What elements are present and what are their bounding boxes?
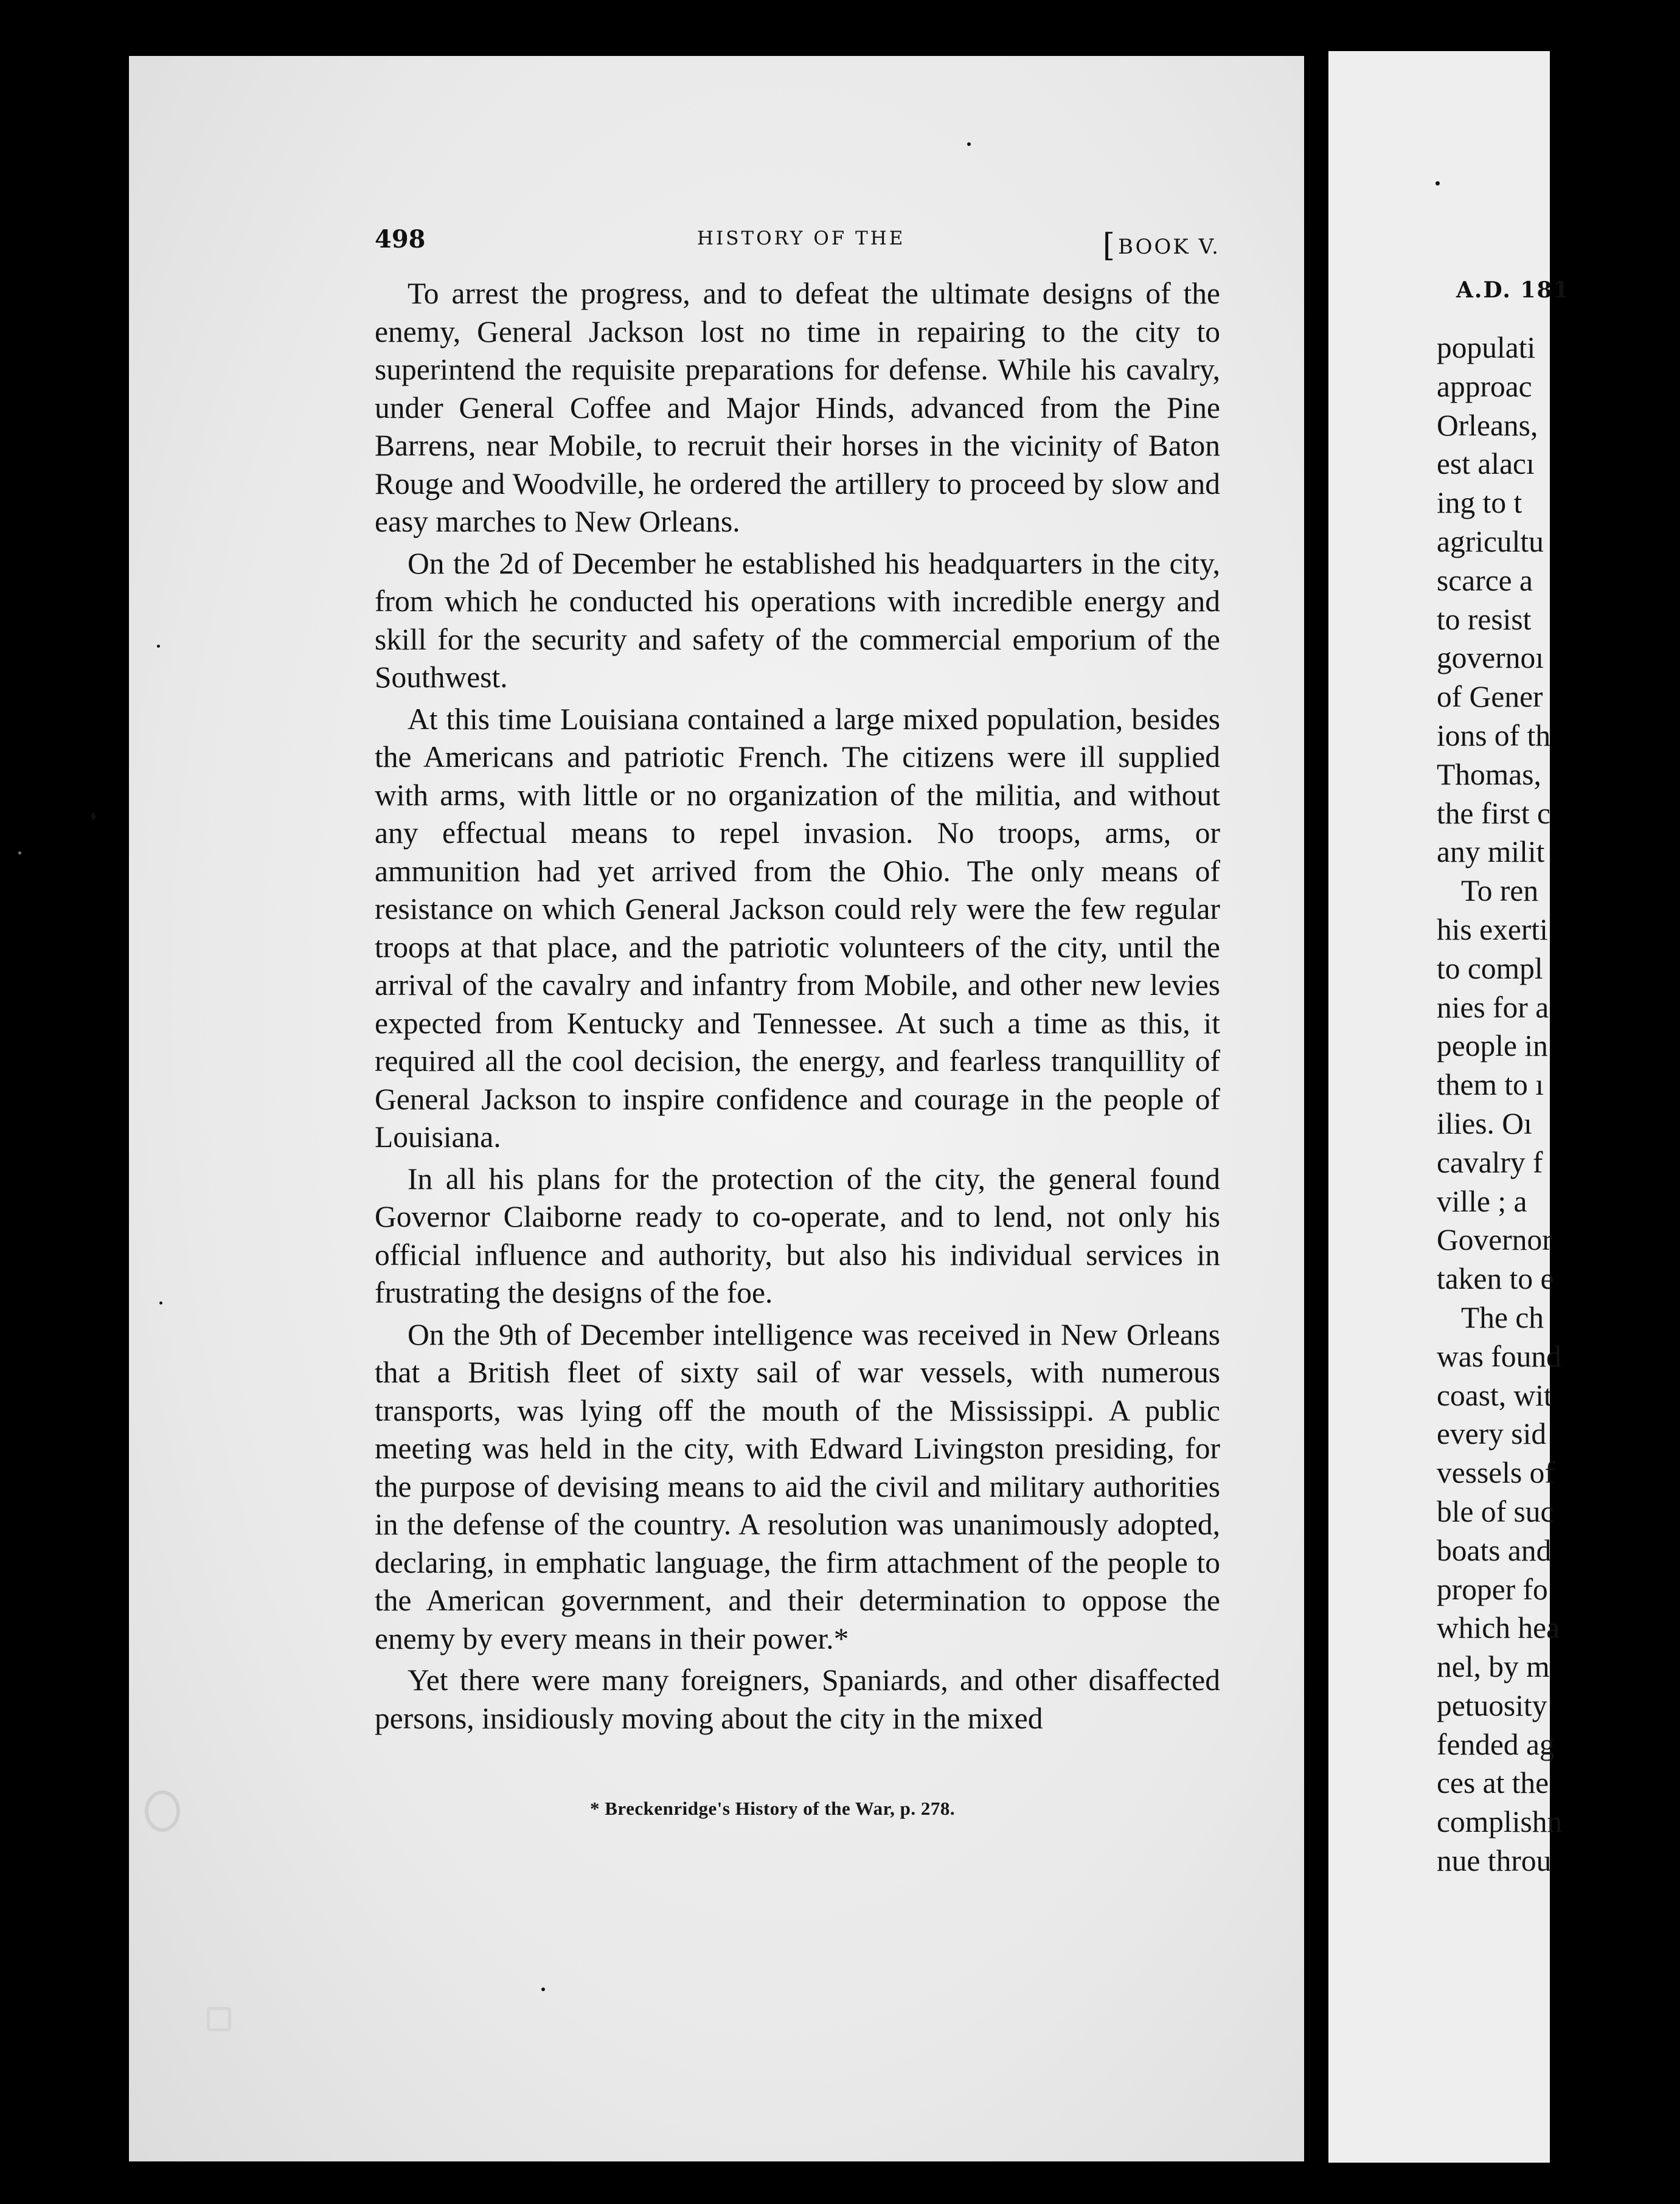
speck <box>1435 181 1440 185</box>
facing-line: of Gener <box>1437 680 1543 714</box>
book-bracket: [ <box>1102 227 1117 264</box>
scan-blot <box>145 1790 180 1832</box>
book-label-text: BOOK V. <box>1118 235 1220 259</box>
facing-line: governoı <box>1437 641 1544 675</box>
facing-line: fended ag <box>1437 1727 1555 1761</box>
facing-line: ville ; a <box>1437 1184 1527 1218</box>
facing-line: his exerti <box>1437 912 1548 946</box>
facing-line: any milit <box>1437 835 1545 869</box>
footnote: * Breckenridge's History of the War, p. 278. <box>590 1798 956 1819</box>
facing-line: est alacı <box>1437 447 1535 481</box>
facing-line: boats and <box>1437 1533 1552 1567</box>
body-text <box>375 275 1220 1738</box>
facing-line: nue throu <box>1437 1844 1552 1878</box>
facing-line: ilies. Oı <box>1437 1106 1532 1140</box>
facing-line: to compl <box>1437 951 1543 985</box>
page-header <box>375 219 1220 262</box>
facing-line: taken to e <box>1437 1262 1554 1296</box>
facing-line: petuosity <box>1437 1688 1547 1722</box>
facing-line: which hea <box>1437 1611 1560 1645</box>
facing-line: coast, wit <box>1437 1378 1552 1412</box>
facing-line: populati <box>1437 331 1536 364</box>
facing-line: people in <box>1437 1029 1548 1063</box>
speck <box>91 813 95 820</box>
facing-page-header: A.D. 181 <box>1456 277 1570 303</box>
speck <box>967 142 971 146</box>
facing-line: the first c <box>1437 796 1550 830</box>
paragraph: In all his plans for the protection of the city, the general found Governor Claiborne ready to co-operate, and to lend, not only his official influence and authority, but also his individual services in frustrating the designs of the foe. <box>375 1162 1220 1309</box>
facing-line: Governor <box>1437 1223 1552 1257</box>
facing-line: vessels of <box>1437 1456 1555 1490</box>
paragraph: At this time Louisiana contained a large mixed population, besides the Americans and patriotic French. The citizens were ill supplied with arms, with little or no organization of the militia, and without any effectual means to repel invasion. No troops, arms, or ammunition had yet arrived from the Ohio. The only means of resistance on which General Jackson could rely were the few regular troops at that place, and the patriotic volunteers of the city, until the arrival of the cavalry and infantry from Mobile, and other new levies expected from Kentucky and Tennessee. At such a time as this, it required all the cool decision, the energy, and fearless tranquillity of General Jackson to inspire confidence and courage in the people of Louisiana. <box>375 702 1220 1154</box>
book-label <box>1103 225 1220 262</box>
facing-line: Thomas, <box>1437 757 1541 791</box>
speck <box>157 645 160 648</box>
facing-line: was found <box>1437 1339 1561 1373</box>
facing-line: The ch <box>1461 1300 1544 1334</box>
facing-line: nies for a <box>1437 990 1549 1024</box>
paragraph: Yet there were many foreigners, Spaniards, and other disaffected persons, insidiously moving about the city in the mixed <box>375 1663 1220 1735</box>
facing-line: proper fo <box>1437 1572 1548 1606</box>
facing-line: To ren <box>1461 874 1539 908</box>
speck <box>541 1987 545 1991</box>
scan-blot <box>207 2007 231 2031</box>
facing-line: ble of suc <box>1437 1494 1554 1528</box>
paragraph: On the 2d of December he established his headquarters in the city, from which he conducted his operations with incredible energy and skill for the security and safety of the commercial emporium of the Southwest. <box>375 546 1220 694</box>
facing-line: approac <box>1437 369 1532 403</box>
facing-line: cavalry f <box>1437 1145 1543 1179</box>
facing-line: scarce a <box>1437 563 1533 597</box>
facing-line: ions of th <box>1437 718 1551 752</box>
facing-line: every sid <box>1437 1417 1547 1451</box>
facing-line: Orleans, <box>1437 408 1538 442</box>
facing-line: ces at the <box>1437 1766 1549 1800</box>
facing-line: ing to t <box>1437 486 1522 520</box>
facing-page-text <box>1437 328 1680 1880</box>
speck <box>18 851 21 854</box>
paragraph: On the 9th of December intelligence was received in New Orleans that a British fleet of sixty sail of war vessels, with numerous transports, was lying off the mouth of the Mississippi. A public meeting was held in the city, with Edward Livingston presiding, for the purpose of devising means to aid the civil and military authorities in the defense of the country. A resolution was unanimously adopted, declaring, in emphatic language, the firm attachment of the people to the American government, and their determination to oppose the enemy by every means in their power.* <box>375 1317 1220 1655</box>
paragraph: To arrest the progress, and to defeat the ultimate designs of the enemy, General Jackson lost no time in repairing to the city to superintend the requisite preparations for defense. While his cavalry, under General Coffee and Major Hinds, advanced from the Pine Barrens, near Mobile, to recruit their horses in the vicinity of Baton Rouge and Woodville, he ordered the artillery to proceed by slow and easy marches to New Orleans. <box>375 277 1220 538</box>
facing-line: them to ı <box>1437 1068 1544 1102</box>
page-number: 498 <box>375 225 426 254</box>
facing-page <box>1328 51 1570 2163</box>
facing-line: complishn <box>1437 1805 1563 1839</box>
facing-line: to resist <box>1437 602 1532 636</box>
facing-line: agricultu <box>1437 524 1544 558</box>
facing-line: nel, by m <box>1437 1650 1550 1684</box>
running-head: HISTORY OF THE <box>697 227 906 249</box>
speck <box>159 1301 162 1305</box>
